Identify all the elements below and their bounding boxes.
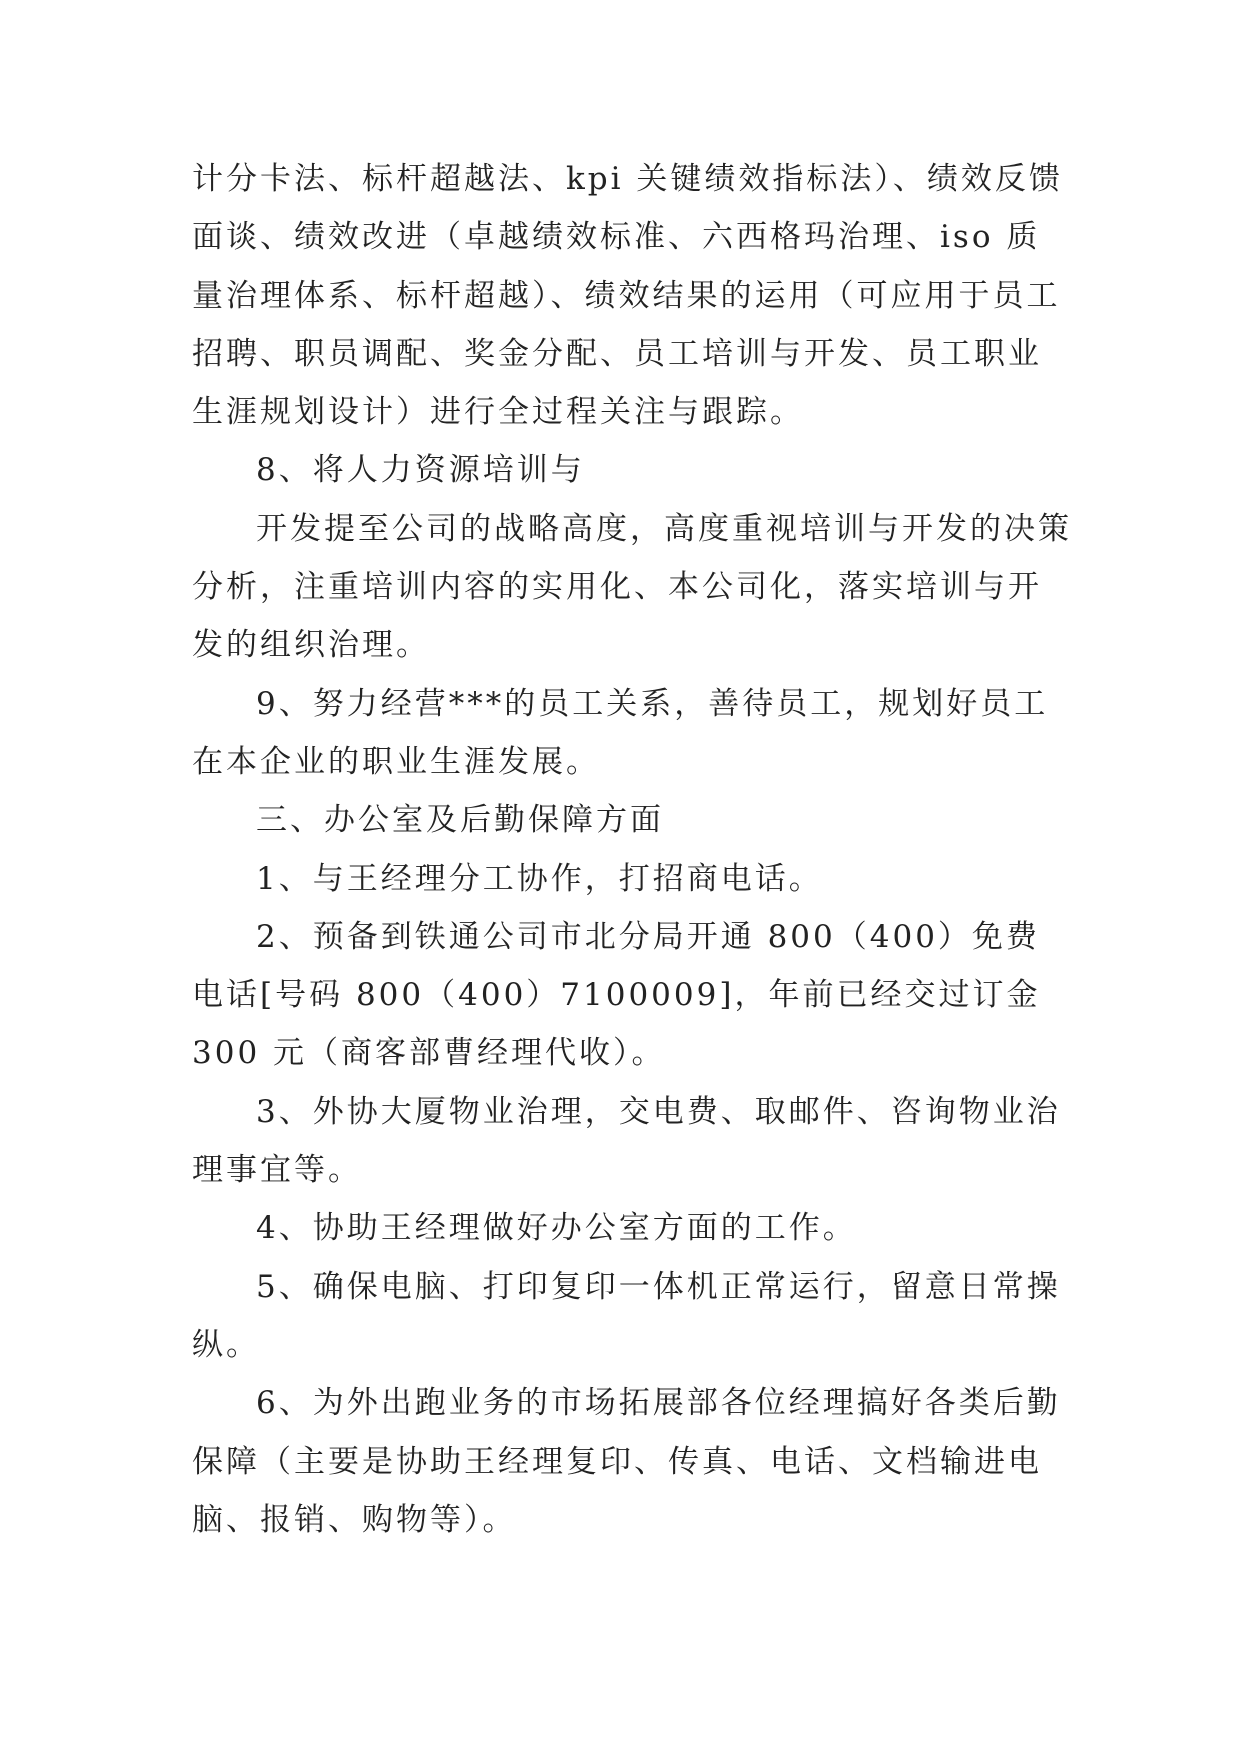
section-heading-office-logistics: 三、办公室及后勤保障方面 [256, 802, 664, 839]
paragraph-office-item-4: 4、协助王经理做好办公室方面的工作。 [256, 1210, 857, 1247]
paragraph-item-9: 9、努力经营***的员工关系，善待员工，规划好员工在本企业的职业生涯发展。 [192, 685, 1049, 780]
paragraph-item-8-body: 开发提至公司的战略高度，高度重视培训与开发的决策分析，注重培训内容的实用化、本公司化，落实培训与开发的组织治理。 [192, 510, 1072, 664]
document-body [192, 150, 1072, 1549]
paragraph-office-item-5: 5、确保电脑、打印复印一体机正常运行，留意日常操纵。 [192, 1268, 1061, 1363]
paragraph-office-item-6: 6、为外出跑业务的市场拓展部各位经理搞好各类后勤保障（主要是协助王经理复印、传真、电话、文档输进电脑、报销、购物等）。 [192, 1385, 1061, 1538]
paragraph-item-8-heading: 8、将人力资源培训与 [256, 452, 585, 489]
paragraph-office-item-3: 3、外协大厦物业治理，交电费、取邮件、咨询物业治理事宜等。 [192, 1093, 1061, 1189]
paragraph-office-item-1: 1、与王经理分工协作，打招商电话。 [256, 860, 823, 897]
paragraph-performance-methods: 计分卡法、标杆超越法、kpi 关键绩效指标法）、绩效反馈面谈、绩效改进（卓越绩效标准、六西格玛治理、iso 质量治理体系、标杆超越）、绩效结果的运用（可应用于员工招聘、职员调配、奖金分配、员工培训与开发、员工职业生涯规划设计）进行全过程关注与跟踪。 [192, 161, 1063, 431]
paragraph-office-item-2: 2、预备到铁通公司市北分局开通 800（400）免费电话[号码 800（400）7100009]，年前已经交过订金 300 元（商客部曹经理代收）。 [192, 918, 1054, 1072]
